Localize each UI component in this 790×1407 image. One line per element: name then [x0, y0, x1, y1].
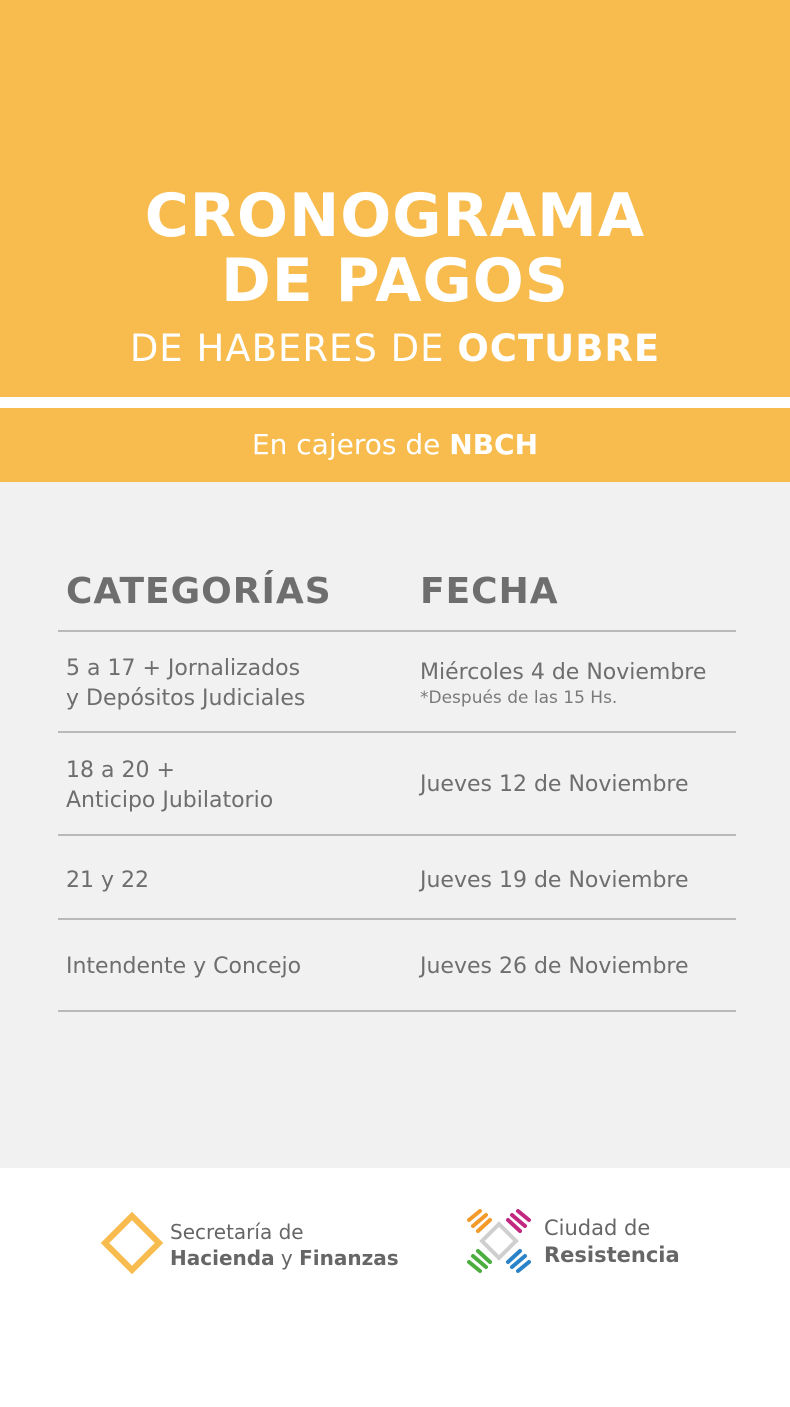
table-row-4-categoria [66, 952, 406, 982]
table-row-3-categoria [66, 866, 406, 896]
page-subtitle [0, 327, 790, 370]
page-title-line1: CRONOGRAMA [144, 181, 646, 251]
fecha-value: Jueves 12 de Noviembre [420, 772, 689, 797]
atm-band [0, 408, 790, 482]
table-divider [58, 630, 736, 632]
subtitle-prefix: DE HABERES DE [129, 327, 458, 370]
diamond-outline-icon [101, 1212, 163, 1274]
categoria-line1: 18 a 20 + [66, 758, 175, 783]
table-row-1-categoria [66, 654, 406, 714]
fecha-value: Jueves 19 de Noviembre [420, 868, 689, 893]
categoria-line2: y Depósitos Judiciales [66, 686, 306, 711]
fecha-note: *Después de las 15 Hs. [420, 688, 618, 708]
ciudad-logo-text [544, 1215, 680, 1269]
categoria-line1: Intendente y Concejo [66, 954, 302, 979]
categoria-line1: 5 a 17 + Jornalizados [66, 656, 301, 681]
table-row-4-fecha [420, 952, 750, 982]
footer [0, 1168, 790, 1407]
band-prefix: En cajeros de [251, 428, 450, 461]
secretaria-line1: Secretaría de [170, 1220, 304, 1244]
band-bank: NBCH [449, 428, 539, 461]
table-divider [58, 834, 736, 836]
column-header-categorias: CATEGORÍAS [66, 571, 332, 612]
categoria-line1: 21 y 22 [66, 868, 149, 893]
table-divider [58, 1010, 736, 1012]
page-title-line2: DE PAGOS [220, 246, 570, 316]
header-banner [0, 0, 790, 397]
secretaria-logo-text [170, 1219, 399, 1271]
column-header-fecha: FECHA [420, 571, 559, 612]
secretaria-y: y [274, 1246, 300, 1270]
secretaria-finanzas: Finanzas [299, 1246, 399, 1270]
fecha-value: Miércoles 4 de Noviembre [420, 660, 707, 685]
subtitle-month: OCTUBRE [457, 327, 661, 370]
table-row-2-categoria [66, 756, 406, 816]
table-divider [58, 918, 736, 920]
table-row-1-fecha [420, 658, 750, 708]
categoria-line2: Anticipo Jubilatorio [66, 788, 274, 813]
fecha-value: Jueves 26 de Noviembre [420, 954, 689, 979]
table-row-2-fecha [420, 770, 750, 800]
secretaria-hacienda: Hacienda [170, 1246, 275, 1270]
table-row-3-fecha [420, 866, 750, 896]
divider [0, 397, 790, 408]
resistencia-logo-icon [466, 1208, 532, 1274]
table-divider [58, 731, 736, 733]
ciudad-line1: Ciudad de [544, 1216, 651, 1240]
ciudad-line2: Resistencia [544, 1243, 680, 1267]
